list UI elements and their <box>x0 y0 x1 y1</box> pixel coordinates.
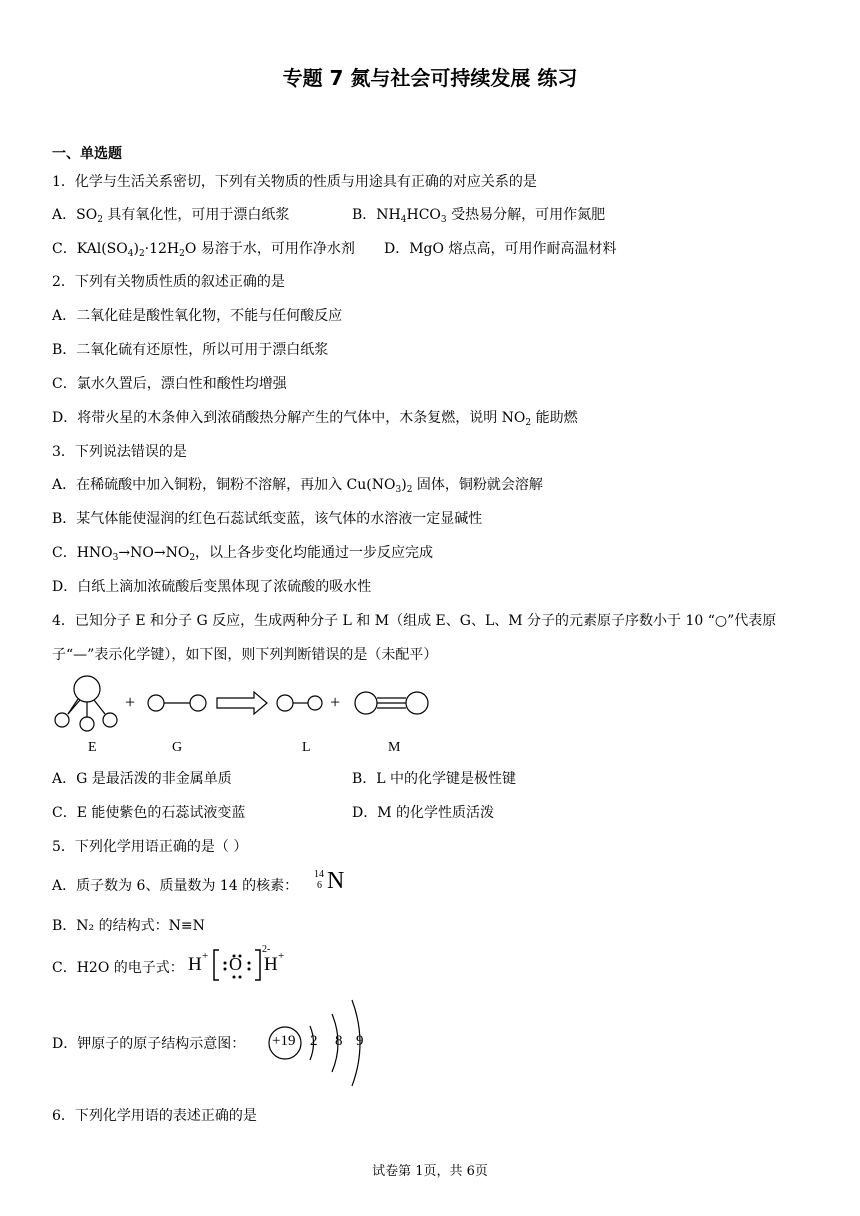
label-g: G <box>172 740 183 755</box>
q1-option-a: A．$SO_2$ 具有氧化性，可用于漂白纸浆 <box>52 207 290 225</box>
q2-stem: 2．下列有关物质性质的叙述正确的是 <box>52 274 285 290</box>
page-title: 专题 7 氮与社会可持续发展 练习 <box>282 66 578 90</box>
molecule-reaction-diagram <box>50 672 440 734</box>
q3-stem: 3．下列说法错误的是 <box>52 444 187 460</box>
molecule-m <box>355 692 428 714</box>
q1-stem: 1．化学与生活关系密切，下列有关物质的性质与用途具有正确的对应关系的是 <box>52 174 537 190</box>
molecule-g <box>148 695 206 711</box>
nuclide-notation <box>310 866 350 900</box>
page-footer: 试卷第 1页，共 6页 <box>372 1164 488 1179</box>
q4-stem-line2: 子“—”表示化学键），如下图，则下列判断错误的是（未配平） <box>52 647 438 663</box>
q5-stem: 5．下列化学用语正确的是（ ） <box>52 839 248 855</box>
hydrogen-left: H <box>188 954 202 975</box>
q5-option-d: D．钾原子的原子结构示意图： <box>52 1036 246 1052</box>
water-electron-formula <box>186 944 296 984</box>
q4-option-b: B．L 中的化学键是极性键 <box>352 771 517 787</box>
q6-stem: 6．下列化学用语的表述正确的是 <box>52 1108 257 1124</box>
shell-1-electrons: 2 <box>310 1033 318 1049</box>
q1-option-d: D．MgO 熔点高，可用作耐高温材料 <box>384 241 617 257</box>
nucleus-charge: +19 <box>272 1033 296 1049</box>
oxygen-symbol: O <box>229 954 242 974</box>
q5-option-a: A．质子数为 6、质量数为 14 的核素： <box>52 878 299 894</box>
hydrogen-left-charge: + <box>202 950 209 962</box>
q4-option-c: C．E 能使紫色的石蕊试液变蓝 <box>52 805 246 821</box>
q3-option-c: C．$HNO_3\to NO\to NO_2$，以上各步变化均能通过一步反应完成 <box>52 545 434 563</box>
label-l: L <box>302 740 311 755</box>
q2-option-b: B．二氧化硫有还原性，所以可用于漂白纸浆 <box>52 342 329 358</box>
q5-option-b: B．N₂ 的结构式：N≡N <box>52 918 205 934</box>
q1-option-b: B．$NH_4HCO_3$ 受热易分解，可用作氮肥 <box>352 207 606 225</box>
q4-stem-line1: 4．已知分子 E 和分子 G 反应，生成两种分子 L 和 M（组成 E、G、L、M 分子的元素原子序数小于 10 “○”代表原 <box>52 613 777 629</box>
label-m: M <box>388 740 401 755</box>
molecule-l <box>277 695 322 711</box>
q5-option-c: C．H2O 的电子式： <box>52 960 184 976</box>
potassium-atom-structure <box>264 994 374 1090</box>
shell-2-electrons: 8 <box>335 1033 343 1049</box>
q1-option-c: C．$KAl(SO_4)_2\cdot 12H_2O$ 易溶于水，可用作净水剂 <box>52 241 355 259</box>
nuclide-symbol: N <box>327 868 345 894</box>
hydrogen-right-charge: + <box>278 950 285 962</box>
molecule-e <box>55 676 117 731</box>
q4-option-d: D．M 的化学性质活泼 <box>352 805 495 821</box>
q4-option-a: A．G 是最活泼的非金属单质 <box>52 771 232 787</box>
reaction-arrow <box>217 692 267 714</box>
oxygen-charge: 2- <box>262 944 271 955</box>
q2-option-a: A．二氧化硅是酸性氧化物，不能与任何酸反应 <box>52 308 343 324</box>
q3-option-a: A．在稀硫酸中加入铜粉，铜粉不溶解，再加入 $Cu(NO_3)_2$ 固体，铜粉就会溶解 <box>52 477 543 495</box>
nuclide-mass-number: 14 <box>314 869 324 880</box>
shell-3-electrons: 9 <box>356 1033 364 1049</box>
label-e: E <box>88 740 97 755</box>
hydrogen-right: H <box>264 954 278 975</box>
nuclide-atomic-number: 6 <box>317 880 322 891</box>
q3-option-b: B．某气体能使湿润的红色石蕊试纸变蓝，该气体的水溶液一定显碱性 <box>52 511 483 527</box>
plus-sign-1: + <box>125 692 136 712</box>
q3-option-d: D．白纸上滴加浓硫酸后变黑体现了浓硫酸的吸水性 <box>52 579 372 595</box>
section-heading: 一、单选题 <box>52 146 122 162</box>
plus-sign-2: + <box>330 692 341 712</box>
q2-option-c: C．氯水久置后，漂白性和酸性均增强 <box>52 376 287 392</box>
q2-option-d: D．将带火星的木条伸入到浓硝酸热分解产生的气体中，木条复燃，说明 $NO_2$ 能助燃 <box>52 410 578 428</box>
